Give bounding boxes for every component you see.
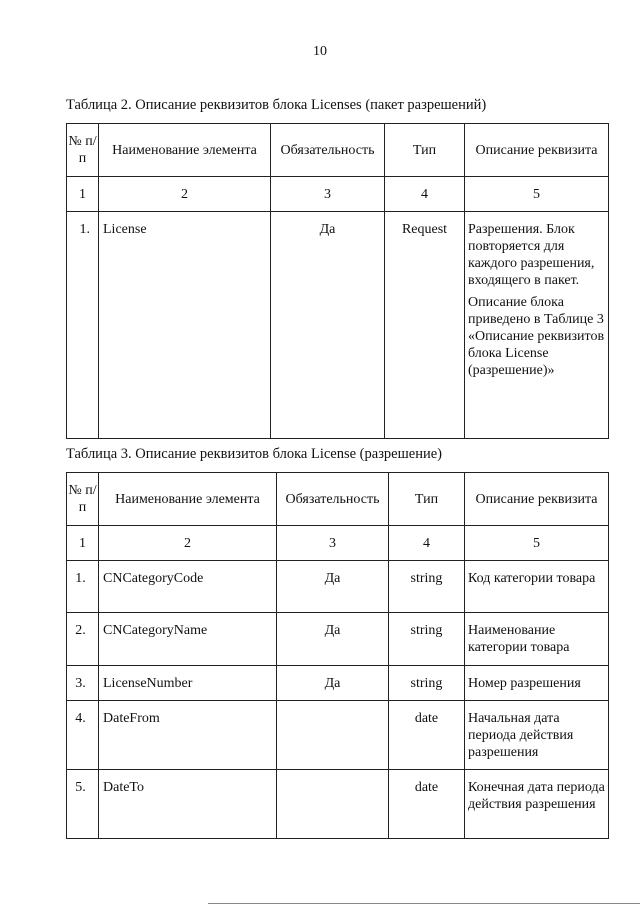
col-header-description: Описание реквизита — [465, 473, 609, 526]
row-name: DateTo — [99, 770, 277, 839]
index-cell: 3 — [277, 526, 389, 561]
index-cell: 5 — [465, 177, 609, 212]
description-paragraph: Разрешения. Блок повторяется для каждого разрешения, входящего в пакет. — [468, 222, 595, 288]
table-row — [67, 561, 609, 613]
column-index-row — [67, 177, 609, 212]
row-description: Конечная дата периода действия разрешения — [465, 770, 609, 839]
table2-caption: Таблица 2. Описание реквизитов блока Licenses (пакет разрешений) — [66, 97, 487, 113]
description-paragraph: Описание блока приведено в Таблице 3 «Описание реквизитов блока License (разрешение)» — [468, 295, 605, 378]
row-description: Наименование категории товара — [465, 613, 609, 666]
row-required — [277, 770, 389, 839]
page-bottom-divider — [208, 903, 640, 904]
row-num: 1. — [67, 561, 99, 613]
col-header-type: Тип — [385, 124, 465, 177]
row-num: 4. — [67, 701, 99, 770]
index-cell: 1 — [67, 177, 99, 212]
row-description: Начальная дата периода действия разрешения — [465, 701, 609, 770]
row-type: date — [389, 770, 465, 839]
row-name: License — [99, 212, 271, 439]
index-cell: 4 — [385, 177, 465, 212]
index-cell: 5 — [465, 526, 609, 561]
table-row — [67, 701, 609, 770]
col-header-required: Обязательность — [271, 124, 385, 177]
row-description: Номер разрешения — [465, 666, 609, 701]
row-name: CNCategoryName — [99, 613, 277, 666]
row-type: string — [389, 613, 465, 666]
row-required: Да — [277, 613, 389, 666]
row-description: Код категории товара — [465, 561, 609, 613]
row-required: Да — [277, 666, 389, 701]
col-header-name: Наименование элемента — [99, 473, 277, 526]
index-cell: 4 — [389, 526, 465, 561]
table-header-row — [67, 473, 609, 526]
row-type: string — [389, 666, 465, 701]
row-name: LicenseNumber — [99, 666, 277, 701]
row-num: 5. — [67, 770, 99, 839]
col-header-type: Тип — [389, 473, 465, 526]
index-cell: 1 — [67, 526, 99, 561]
index-cell: 3 — [271, 177, 385, 212]
col-header-description: Описание реквизита — [465, 124, 609, 177]
row-required: Да — [277, 561, 389, 613]
row-type: date — [389, 701, 465, 770]
row-type: Request — [385, 212, 465, 439]
row-required — [277, 701, 389, 770]
table-row — [67, 666, 609, 701]
page-number: 10 — [313, 44, 327, 59]
column-index-row — [67, 526, 609, 561]
row-description — [465, 212, 609, 439]
row-num: 2. — [67, 613, 99, 666]
table-row — [67, 613, 609, 666]
row-name: CNCategoryCode — [99, 561, 277, 613]
table2-licenses — [66, 123, 609, 439]
row-num: 3. — [67, 666, 99, 701]
table3-caption: Таблица 3. Описание реквизитов блока License (разрешение) — [66, 446, 442, 462]
row-required: Да — [271, 212, 385, 439]
row-name: DateFrom — [99, 701, 277, 770]
table3-license — [66, 472, 609, 839]
table-row — [67, 770, 609, 839]
table-row — [67, 212, 609, 439]
row-num: 1. — [67, 212, 99, 439]
col-header-num: № п/п — [67, 473, 99, 526]
row-type: string — [389, 561, 465, 613]
index-cell: 2 — [99, 177, 271, 212]
col-header-required: Обязательность — [277, 473, 389, 526]
table-header-row — [67, 124, 609, 177]
col-header-name: Наименование элемента — [99, 124, 271, 177]
index-cell: 2 — [99, 526, 277, 561]
col-header-num: № п/п — [67, 124, 99, 177]
